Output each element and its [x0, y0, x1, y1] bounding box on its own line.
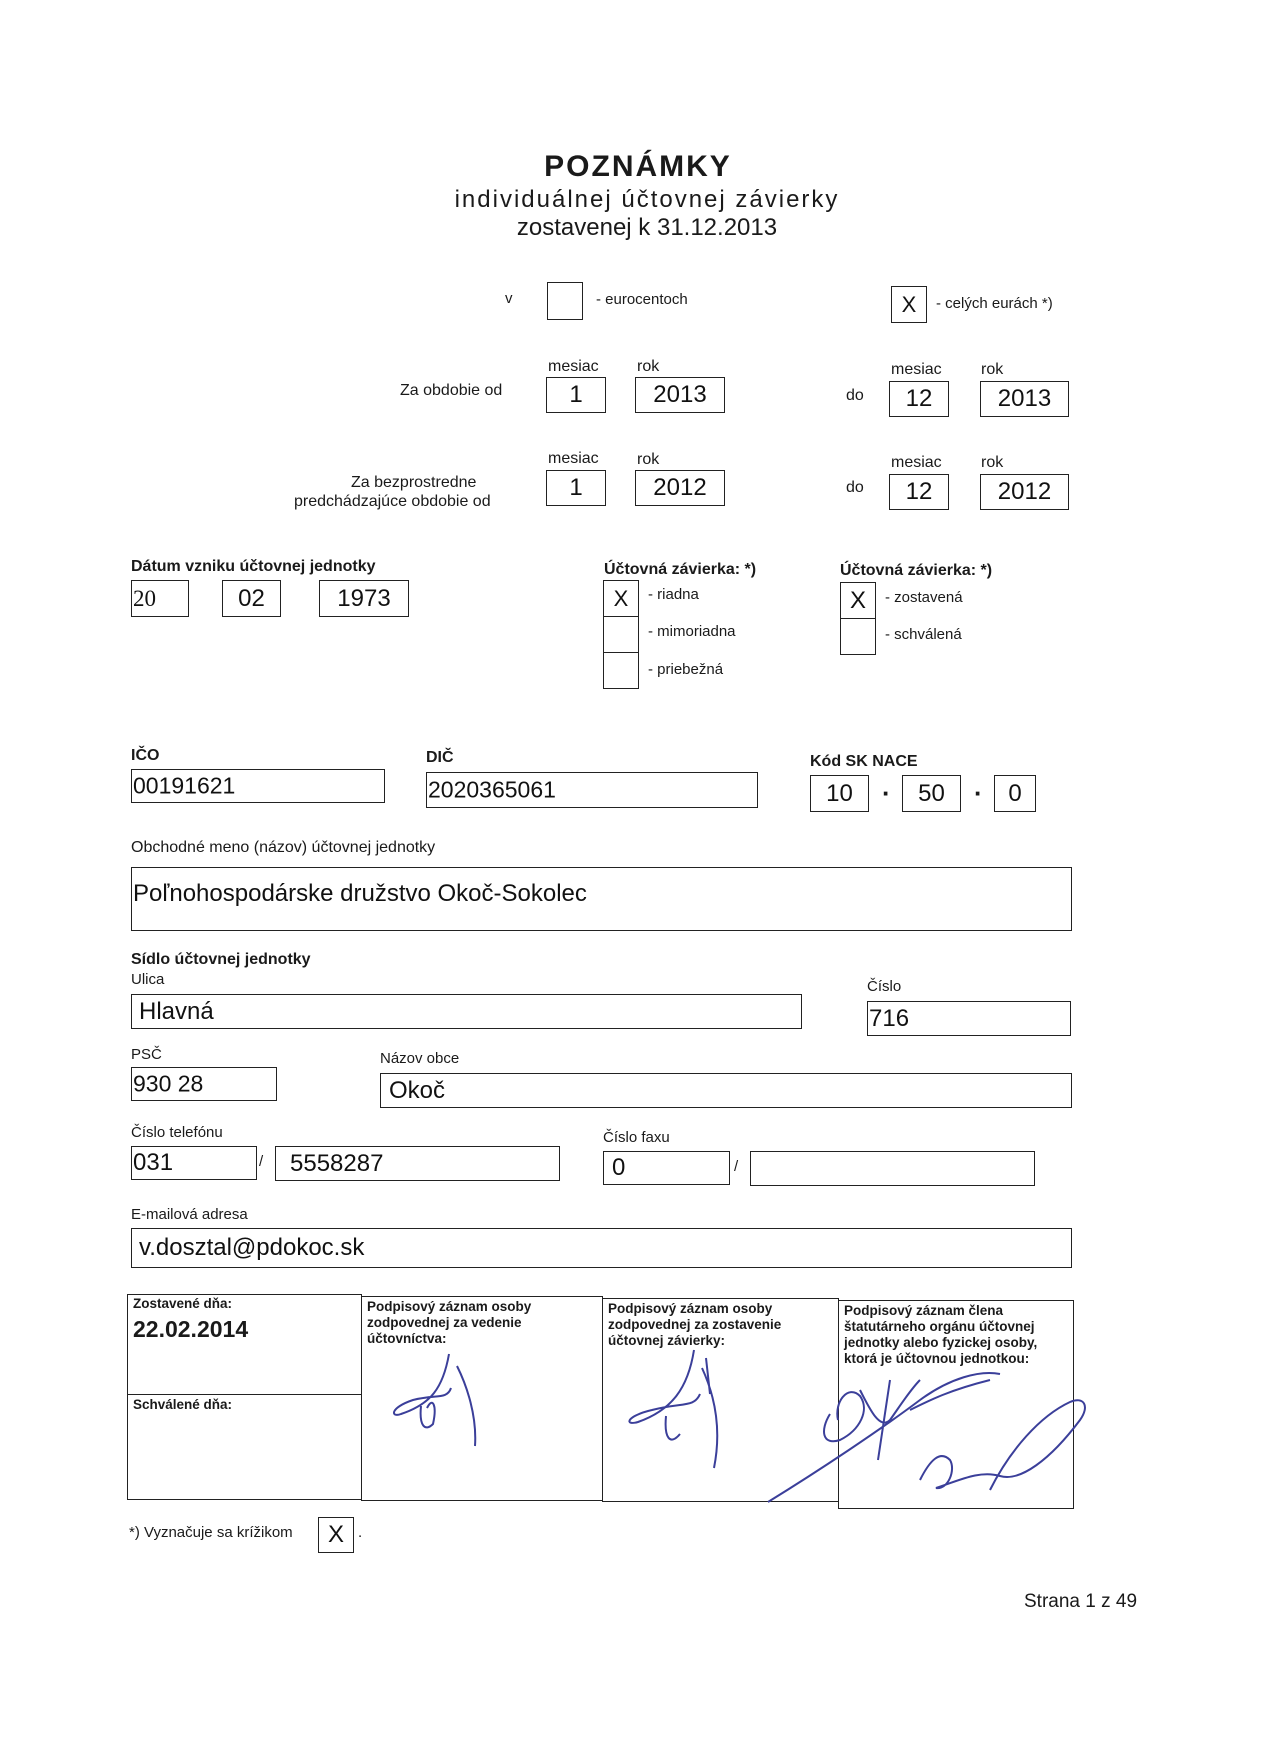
signature-statutory-handwriting	[760, 1350, 1100, 1520]
mesiac-label: mesiac	[548, 450, 599, 467]
number-field[interactable]: 716	[867, 1001, 1071, 1036]
nace-separator: ·	[882, 778, 891, 808]
signature-statutory-label-4: ktorá je účtovnou jednotkou:	[844, 1351, 1030, 1366]
number-label: Číslo	[867, 978, 902, 995]
nace-label: Kód SK NACE	[810, 753, 918, 770]
address-label: Sídlo účtovnej jednotky	[131, 951, 311, 968]
dic-field[interactable]: 2020365061	[426, 772, 758, 808]
signature-accounting-label-1: Podpisový záznam osoby	[367, 1299, 532, 1314]
fax-prefix-field[interactable]: 0	[603, 1151, 730, 1185]
footnote-text: *) Vyznačuje sa krížikom	[129, 1524, 293, 1541]
period-from-month[interactable]: 1	[546, 377, 606, 413]
dic-label: DIČ	[426, 749, 454, 766]
closing-priebezna-checkbox[interactable]	[603, 652, 639, 689]
prev-period-from-year[interactable]: 2012	[635, 470, 725, 506]
ico-field[interactable]: 00191621	[131, 769, 385, 803]
period-label: Za obdobie od	[400, 382, 503, 399]
street-label: Ulica	[131, 971, 165, 988]
period-to-year[interactable]: 2013	[980, 381, 1069, 417]
street-field[interactable]: Hlavná	[131, 994, 802, 1029]
prev-period-to-month[interactable]: 12	[889, 474, 949, 510]
nace-part-3[interactable]: 0	[994, 775, 1036, 812]
currency-v-label: v	[505, 290, 513, 307]
rok-label: rok	[637, 451, 660, 468]
signature-statutory-label-3: jednotky alebo fyzickej osoby,	[844, 1335, 1038, 1350]
signature-closing-label-1: Podpisový záznam osoby	[608, 1301, 773, 1316]
psc-label: PSČ	[131, 1046, 162, 1063]
city-field[interactable]: Okoč	[380, 1073, 1072, 1108]
closing-mimoriadna-label: - mimoriadna	[648, 623, 736, 640]
email-label: E-mailová adresa	[131, 1206, 248, 1223]
closing-type-label: Účtovná závierka: *)	[604, 561, 757, 578]
signature-statutory-label-2: štatutárneho orgánu účtovnej	[844, 1319, 1035, 1334]
signature-statutory-label-1: Podpisový záznam člena	[844, 1303, 1004, 1318]
page-title: POZNÁMKY	[544, 150, 732, 183]
company-name-label: Obchodné meno (názov) účtovnej jednotky	[131, 839, 436, 856]
eurocent-checkbox[interactable]	[547, 282, 583, 320]
closing-schvalena-checkbox[interactable]	[840, 618, 876, 655]
prev-period-label-2: predchádzajúce obdobie od	[294, 493, 491, 510]
prev-period-to-year[interactable]: 2012	[980, 474, 1069, 510]
founding-month[interactable]: 02	[222, 580, 281, 617]
closing-zostavena-checkbox[interactable]: X	[840, 582, 876, 619]
ico-label: IČO	[131, 747, 160, 764]
closing-zostavena-label: - zostavená	[885, 589, 963, 606]
email-field[interactable]: v.dosztal@pdokoc.sk	[131, 1228, 1072, 1268]
mesiac-label: mesiac	[891, 361, 942, 378]
nace-separator: ·	[974, 778, 983, 808]
phone-number-field[interactable]: 5558287	[275, 1146, 560, 1181]
nace-part-2[interactable]: 50	[902, 775, 961, 812]
rok-label: rok	[637, 358, 660, 375]
fax-slash: /	[734, 1158, 739, 1175]
page-number: Strana 1 z 49	[1024, 1591, 1138, 1612]
fax-label: Číslo faxu	[603, 1129, 670, 1146]
signature-accounting-label-2: zodpovednej za vedenie	[367, 1315, 522, 1330]
founding-date-label: Dátum vzniku účtovnej jednotky	[131, 558, 376, 575]
footnote-checkbox: X	[318, 1517, 354, 1553]
page-date-line: zostavenej k 31.12.2013	[516, 214, 778, 241]
psc-field[interactable]: 930 28	[131, 1067, 277, 1101]
closing-priebezna-label: - priebežná	[648, 661, 724, 678]
closing-schvalena-label: - schválená	[885, 626, 962, 643]
signature-accounting-handwriting	[361, 1296, 603, 1501]
closing-riadna-label: - riadna	[648, 586, 699, 603]
signature-closing-label-2: zodpovednej za zostavenie	[608, 1317, 782, 1332]
founding-day[interactable]: 20	[131, 580, 189, 617]
rok-label: rok	[981, 454, 1004, 471]
prepared-date-value: 22.02.2014	[133, 1316, 249, 1342]
nace-part-1[interactable]: 10	[810, 775, 869, 812]
signature-accounting-label-3: účtovníctva:	[367, 1331, 447, 1346]
fax-number-field[interactable]	[750, 1151, 1035, 1186]
signature-closing-label-3: účtovnej závierky:	[608, 1333, 726, 1348]
prepared-date-label: Zostavené dňa:	[133, 1296, 233, 1311]
phone-label: Číslo telefónu	[131, 1124, 223, 1141]
founding-year[interactable]: 1973	[319, 580, 409, 617]
period-from-year[interactable]: 2013	[635, 377, 725, 413]
closing-state-label: Účtovná závierka: *)	[840, 562, 993, 579]
euro-checkbox[interactable]: X	[891, 286, 927, 323]
company-name-field[interactable]: Poľnohospodárske družstvo Okoč-Sokolec	[131, 867, 1072, 931]
approved-date-label: Schválené dňa:	[133, 1397, 233, 1412]
mesiac-label: mesiac	[891, 454, 942, 471]
closing-riadna-checkbox[interactable]: X	[603, 580, 639, 617]
closing-mimoriadna-checkbox[interactable]	[603, 616, 639, 653]
city-label: Názov obce	[380, 1050, 460, 1067]
page-subtitle: individuálnej účtovnej závierky	[454, 186, 840, 213]
phone-prefix-field[interactable]: 031	[131, 1146, 257, 1180]
period-to-month[interactable]: 12	[889, 381, 949, 417]
mesiac-label: mesiac	[548, 358, 599, 375]
prev-period-from-month[interactable]: 1	[546, 470, 606, 506]
phone-slash: /	[259, 1153, 264, 1170]
period-do-label: do	[846, 387, 864, 404]
footnote-period: .	[358, 1524, 363, 1541]
eurocent-label: - eurocentoch	[596, 291, 688, 308]
rok-label: rok	[981, 361, 1004, 378]
euro-label: - celých eurách *)	[936, 295, 1053, 312]
prev-period-do-label: do	[846, 479, 864, 496]
prev-period-label-1: Za bezprostredne	[351, 474, 477, 491]
